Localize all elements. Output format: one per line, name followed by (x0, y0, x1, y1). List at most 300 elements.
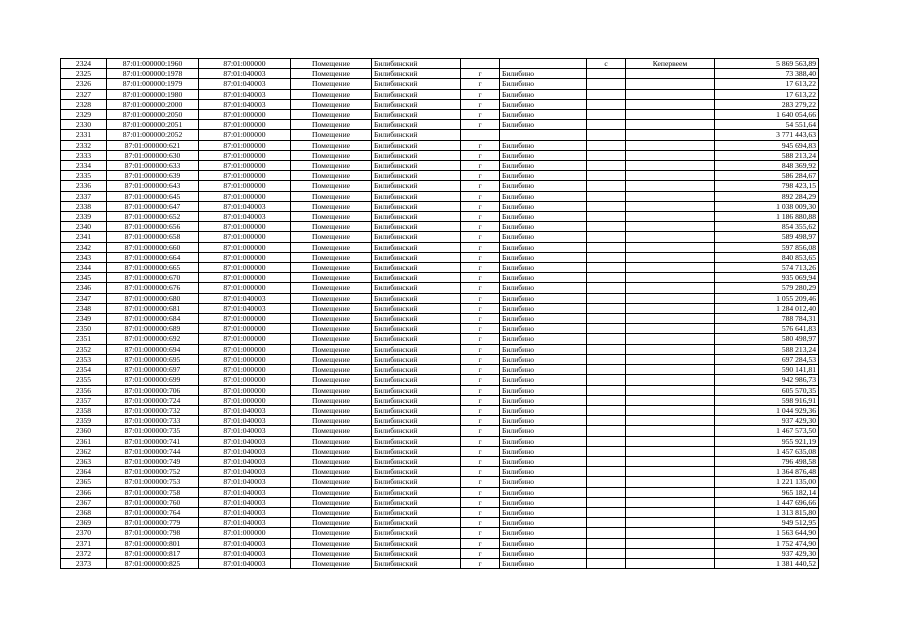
settlement-name-cell: Билибино (500, 181, 587, 191)
locality-type-cell (587, 161, 626, 171)
table-row (61, 324, 819, 334)
object-type-cell: Помещение (291, 89, 372, 99)
locality-name-cell (626, 497, 715, 507)
locality-name-cell (626, 283, 715, 293)
quarter-number-cell: 87:01:040003 (199, 416, 291, 426)
cadastral-value-cell: 1 563 644,90 (715, 528, 819, 538)
district-cell: Билибинский (372, 161, 461, 171)
object-type-cell: Помещение (291, 263, 372, 273)
cadastral-value-cell: 840 853,65 (715, 252, 819, 262)
row-number-cell: 2344 (61, 263, 107, 273)
cadastral-value-cell: 892 284,29 (715, 191, 819, 201)
quarter-number-cell: 87:01:040003 (199, 436, 291, 446)
row-number-cell: 2361 (61, 436, 107, 446)
cadastral-number-cell: 87:01:000000:1979 (107, 79, 199, 89)
table-row (61, 59, 819, 69)
district-cell: Билибинский (372, 548, 461, 558)
table-row (61, 507, 819, 517)
settlement-name-cell: Билибино (500, 416, 587, 426)
locality-type-cell: с (587, 59, 626, 69)
settlement-type-cell: г (461, 385, 500, 395)
district-cell: Билибинский (372, 140, 461, 150)
row-number-cell: 2343 (61, 252, 107, 262)
table-row (61, 528, 819, 538)
row-number-cell: 2355 (61, 375, 107, 385)
object-type-cell: Помещение (291, 232, 372, 242)
table-row (61, 436, 819, 446)
object-type-cell: Помещение (291, 303, 372, 313)
cadastral-number-cell: 87:01:000000:753 (107, 477, 199, 487)
locality-name-cell (626, 324, 715, 334)
cadastral-value-cell: 1 044 929,36 (715, 405, 819, 415)
settlement-name-cell: Билибино (500, 201, 587, 211)
cadastral-value-cell: 588 213,24 (715, 150, 819, 160)
district-cell: Билибинский (372, 212, 461, 222)
object-type-cell: Помещение (291, 385, 372, 395)
cadastral-value-cell: 949 512,95 (715, 518, 819, 528)
locality-name-cell (626, 405, 715, 415)
cadastral-number-cell: 87:01:000000:801 (107, 538, 199, 548)
cadastral-value-cell: 942 986,73 (715, 375, 819, 385)
quarter-number-cell: 87:01:000000 (199, 365, 291, 375)
cadastral-value-cell: 1 055 209,46 (715, 293, 819, 303)
locality-type-cell (587, 242, 626, 252)
row-number-cell: 2330 (61, 120, 107, 130)
object-type-cell: Помещение (291, 242, 372, 252)
locality-type-cell (587, 222, 626, 232)
row-number-cell: 2364 (61, 467, 107, 477)
row-number-cell: 2371 (61, 538, 107, 548)
settlement-type-cell: г (461, 558, 500, 568)
row-number-cell: 2365 (61, 477, 107, 487)
quarter-number-cell: 87:01:040003 (199, 201, 291, 211)
settlement-name-cell: Билибино (500, 191, 587, 201)
settlement-type-cell: г (461, 467, 500, 477)
quarter-number-cell: 87:01:040003 (199, 558, 291, 568)
locality-name-cell (626, 344, 715, 354)
object-type-cell: Помещение (291, 395, 372, 405)
district-cell: Билибинский (372, 446, 461, 456)
cadastral-value-cell: 1 186 880,88 (715, 212, 819, 222)
district-cell: Билибинский (372, 426, 461, 436)
settlement-type-cell: г (461, 181, 500, 191)
table-row (61, 426, 819, 436)
locality-type-cell (587, 487, 626, 497)
locality-type-cell (587, 405, 626, 415)
locality-type-cell (587, 293, 626, 303)
object-type-cell: Помещение (291, 467, 372, 477)
locality-type-cell (587, 507, 626, 517)
table-row (61, 161, 819, 171)
settlement-name-cell: Билибино (500, 334, 587, 344)
table-row (61, 538, 819, 548)
district-cell: Билибинский (372, 314, 461, 324)
district-cell: Билибинский (372, 385, 461, 395)
locality-type-cell (587, 212, 626, 222)
locality-name-cell (626, 191, 715, 201)
quarter-number-cell: 87:01:000000 (199, 191, 291, 201)
cadastral-number-cell: 87:01:000000:689 (107, 324, 199, 334)
locality-name-cell (626, 558, 715, 568)
settlement-name-cell: Билибино (500, 395, 587, 405)
settlement-type-cell: г (461, 344, 500, 354)
row-number-cell: 2367 (61, 497, 107, 507)
locality-name-cell (626, 518, 715, 528)
locality-type-cell (587, 140, 626, 150)
row-number-cell: 2358 (61, 405, 107, 415)
cadastral-value-cell: 848 369,92 (715, 161, 819, 171)
table-row (61, 487, 819, 497)
quarter-number-cell: 87:01:000000 (199, 59, 291, 69)
quarter-number-cell: 87:01:000000 (199, 171, 291, 181)
quarter-number-cell: 87:01:000000 (199, 344, 291, 354)
settlement-type-cell: г (461, 395, 500, 405)
district-cell: Билибинский (372, 538, 461, 548)
district-cell: Билибинский (372, 273, 461, 283)
object-type-cell: Помещение (291, 140, 372, 150)
cadastral-value-cell: 937 429,30 (715, 416, 819, 426)
settlement-type-cell: г (461, 273, 500, 283)
object-type-cell: Помещение (291, 518, 372, 528)
locality-name-cell (626, 242, 715, 252)
row-number-cell: 2372 (61, 548, 107, 558)
cadastral-value-cell: 576 641,83 (715, 324, 819, 334)
locality-type-cell (587, 171, 626, 181)
settlement-name-cell: Билибино (500, 497, 587, 507)
settlement-name-cell: Билибино (500, 110, 587, 120)
cadastral-number-cell: 87:01:000000:758 (107, 487, 199, 497)
object-type-cell: Помещение (291, 99, 372, 109)
locality-name-cell (626, 120, 715, 130)
row-number-cell: 2348 (61, 303, 107, 313)
locality-name-cell (626, 334, 715, 344)
row-number-cell: 2368 (61, 507, 107, 517)
cadastral-number-cell: 87:01:000000:724 (107, 395, 199, 405)
object-type-cell: Помещение (291, 161, 372, 171)
cadastral-number-cell: 87:01:000000:2051 (107, 120, 199, 130)
settlement-name-cell: Билибино (500, 69, 587, 79)
quarter-number-cell: 87:01:040003 (199, 467, 291, 477)
cadastral-value-cell: 3 771 443,63 (715, 130, 819, 140)
settlement-name-cell: Билибино (500, 324, 587, 334)
locality-type-cell (587, 538, 626, 548)
district-cell: Билибинский (372, 456, 461, 466)
table-row (61, 446, 819, 456)
settlement-name-cell: Билибино (500, 446, 587, 456)
settlement-name-cell: Билибино (500, 375, 587, 385)
locality-type-cell (587, 344, 626, 354)
locality-name-cell (626, 446, 715, 456)
district-cell: Билибинский (372, 344, 461, 354)
settlement-name-cell: Билибино (500, 303, 587, 313)
cadastral-number-cell: 87:01:000000:732 (107, 405, 199, 415)
table-row (61, 150, 819, 160)
locality-type-cell (587, 375, 626, 385)
district-cell: Билибинский (372, 558, 461, 568)
locality-type-cell (587, 395, 626, 405)
settlement-name-cell: Билибино (500, 385, 587, 395)
settlement-type-cell: г (461, 507, 500, 517)
cadastral-number-cell: 87:01:000000:670 (107, 273, 199, 283)
registry-table (60, 58, 819, 569)
row-number-cell: 2350 (61, 324, 107, 334)
settlement-name-cell: Билибино (500, 263, 587, 273)
cadastral-value-cell: 935 069,94 (715, 273, 819, 283)
cadastral-value-cell: 788 784,31 (715, 314, 819, 324)
cadastral-number-cell: 87:01:000000:735 (107, 426, 199, 436)
settlement-name-cell: Билибино (500, 507, 587, 517)
locality-type-cell (587, 232, 626, 242)
settlement-name-cell: Билибино (500, 487, 587, 497)
locality-type-cell (587, 110, 626, 120)
locality-type-cell (587, 426, 626, 436)
cadastral-value-cell: 588 213,24 (715, 344, 819, 354)
table-row (61, 375, 819, 385)
cadastral-value-cell: 17 613,22 (715, 89, 819, 99)
locality-type-cell (587, 558, 626, 568)
table-row (61, 416, 819, 426)
locality-name-cell (626, 222, 715, 232)
settlement-name-cell: Билибино (500, 365, 587, 375)
table-row (61, 477, 819, 487)
quarter-number-cell: 87:01:000000 (199, 222, 291, 232)
row-number-cell: 2327 (61, 89, 107, 99)
registry-table-body (61, 59, 819, 569)
object-type-cell: Помещение (291, 171, 372, 181)
row-number-cell: 2354 (61, 365, 107, 375)
row-number-cell: 2359 (61, 416, 107, 426)
locality-type-cell (587, 548, 626, 558)
settlement-name-cell: Билибино (500, 405, 587, 415)
quarter-number-cell: 87:01:040003 (199, 548, 291, 558)
row-number-cell: 2338 (61, 201, 107, 211)
settlement-type-cell: г (461, 69, 500, 79)
settlement-name-cell: Билибино (500, 242, 587, 252)
settlement-name-cell: Билибино (500, 171, 587, 181)
district-cell: Билибинский (372, 232, 461, 242)
settlement-type-cell: г (461, 293, 500, 303)
settlement-type-cell: г (461, 416, 500, 426)
district-cell: Билибинский (372, 130, 461, 140)
locality-type-cell (587, 528, 626, 538)
quarter-number-cell: 87:01:040003 (199, 69, 291, 79)
locality-name-cell (626, 140, 715, 150)
settlement-type-cell: г (461, 436, 500, 446)
locality-name-cell (626, 548, 715, 558)
object-type-cell: Помещение (291, 375, 372, 385)
quarter-number-cell: 87:01:000000 (199, 314, 291, 324)
quarter-number-cell: 87:01:000000 (199, 273, 291, 283)
object-type-cell: Помещение (291, 507, 372, 517)
row-number-cell: 2333 (61, 150, 107, 160)
locality-name-cell (626, 130, 715, 140)
locality-name-cell (626, 477, 715, 487)
cadastral-value-cell: 1 284 012,40 (715, 303, 819, 313)
cadastral-number-cell: 87:01:000000:692 (107, 334, 199, 344)
row-number-cell: 2346 (61, 283, 107, 293)
locality-type-cell (587, 416, 626, 426)
cadastral-value-cell: 17 613,22 (715, 79, 819, 89)
settlement-name-cell: Билибино (500, 273, 587, 283)
locality-type-cell (587, 314, 626, 324)
table-row (61, 242, 819, 252)
district-cell: Билибинский (372, 436, 461, 446)
settlement-name-cell: Билибино (500, 232, 587, 242)
district-cell: Билибинский (372, 110, 461, 120)
settlement-type-cell: г (461, 120, 500, 130)
cadastral-value-cell: 1 313 815,80 (715, 507, 819, 517)
district-cell: Билибинский (372, 252, 461, 262)
district-cell: Билибинский (372, 181, 461, 191)
row-number-cell: 2347 (61, 293, 107, 303)
cadastral-number-cell: 87:01:000000:760 (107, 497, 199, 507)
locality-type-cell (587, 69, 626, 79)
object-type-cell: Помещение (291, 334, 372, 344)
quarter-number-cell: 87:01:040003 (199, 303, 291, 313)
locality-name-cell (626, 507, 715, 517)
object-type-cell: Помещение (291, 456, 372, 466)
locality-name-cell: Кепервеем (626, 59, 715, 69)
settlement-type-cell (461, 130, 500, 140)
table-row (61, 558, 819, 568)
district-cell: Билибинский (372, 150, 461, 160)
locality-name-cell (626, 467, 715, 477)
locality-name-cell (626, 528, 715, 538)
settlement-name-cell: Билибино (500, 222, 587, 232)
locality-name-cell (626, 263, 715, 273)
settlement-type-cell: г (461, 140, 500, 150)
locality-name-cell (626, 110, 715, 120)
cadastral-number-cell: 87:01:000000:744 (107, 446, 199, 456)
cadastral-number-cell: 87:01:000000:639 (107, 171, 199, 181)
table-row (61, 120, 819, 130)
quarter-number-cell: 87:01:040003 (199, 89, 291, 99)
cadastral-value-cell: 854 355,62 (715, 222, 819, 232)
cadastral-value-cell: 1 457 635,08 (715, 446, 819, 456)
object-type-cell: Помещение (291, 201, 372, 211)
object-type-cell: Помещение (291, 283, 372, 293)
settlement-name-cell: Билибино (500, 477, 587, 487)
settlement-name-cell (500, 130, 587, 140)
district-cell: Билибинский (372, 324, 461, 334)
settlement-type-cell: г (461, 99, 500, 109)
row-number-cell: 2324 (61, 59, 107, 69)
table-row (61, 385, 819, 395)
cadastral-number-cell: 87:01:000000:1980 (107, 89, 199, 99)
object-type-cell: Помещение (291, 293, 372, 303)
district-cell: Билибинский (372, 365, 461, 375)
quarter-number-cell: 87:01:000000 (199, 528, 291, 538)
locality-name-cell (626, 395, 715, 405)
district-cell: Билибинский (372, 79, 461, 89)
cadastral-value-cell: 589 498,97 (715, 232, 819, 242)
object-type-cell: Помещение (291, 416, 372, 426)
settlement-type-cell: г (461, 487, 500, 497)
settlement-name-cell: Билибино (500, 456, 587, 466)
district-cell: Билибинский (372, 518, 461, 528)
locality-type-cell (587, 201, 626, 211)
locality-type-cell (587, 130, 626, 140)
object-type-cell: Помещение (291, 212, 372, 222)
cadastral-value-cell: 937 429,30 (715, 548, 819, 558)
cadastral-number-cell: 87:01:000000:694 (107, 344, 199, 354)
locality-type-cell (587, 263, 626, 273)
district-cell: Билибинский (372, 477, 461, 487)
table-row (61, 395, 819, 405)
cadastral-number-cell: 87:01:000000:681 (107, 303, 199, 313)
locality-name-cell (626, 99, 715, 109)
cadastral-number-cell: 87:01:000000:630 (107, 150, 199, 160)
cadastral-value-cell: 697 284,53 (715, 354, 819, 364)
table-row (61, 232, 819, 242)
object-type-cell: Помещение (291, 538, 372, 548)
cadastral-number-cell: 87:01:000000:817 (107, 548, 199, 558)
locality-type-cell (587, 181, 626, 191)
settlement-name-cell: Билибино (500, 558, 587, 568)
quarter-number-cell: 87:01:000000 (199, 110, 291, 120)
settlement-type-cell: г (461, 242, 500, 252)
locality-name-cell (626, 538, 715, 548)
cadastral-number-cell: 87:01:000000:684 (107, 314, 199, 324)
settlement-type-cell: г (461, 171, 500, 181)
row-number-cell: 2362 (61, 446, 107, 456)
quarter-number-cell: 87:01:040003 (199, 456, 291, 466)
table-row (61, 303, 819, 313)
object-type-cell: Помещение (291, 69, 372, 79)
settlement-name-cell: Билибино (500, 436, 587, 446)
object-type-cell: Помещение (291, 426, 372, 436)
district-cell: Билибинский (372, 171, 461, 181)
cadastral-number-cell: 87:01:000000:752 (107, 467, 199, 477)
object-type-cell: Помещение (291, 365, 372, 375)
object-type-cell: Помещение (291, 273, 372, 283)
locality-type-cell (587, 456, 626, 466)
district-cell: Билибинский (372, 120, 461, 130)
object-type-cell: Помещение (291, 324, 372, 334)
locality-type-cell (587, 303, 626, 313)
cadastral-number-cell: 87:01:000000:695 (107, 354, 199, 364)
locality-name-cell (626, 171, 715, 181)
settlement-name-cell: Билибино (500, 426, 587, 436)
row-number-cell: 2334 (61, 161, 107, 171)
settlement-name-cell: Билибино (500, 538, 587, 548)
quarter-number-cell: 87:01:040003 (199, 99, 291, 109)
cadastral-number-cell: 87:01:000000:676 (107, 283, 199, 293)
object-type-cell: Помещение (291, 110, 372, 120)
district-cell: Билибинский (372, 293, 461, 303)
row-number-cell: 2366 (61, 487, 107, 497)
table-row (61, 99, 819, 109)
table-row (61, 314, 819, 324)
quarter-number-cell: 87:01:040003 (199, 426, 291, 436)
cadastral-number-cell: 87:01:000000:733 (107, 416, 199, 426)
district-cell: Билибинский (372, 242, 461, 252)
district-cell: Билибинский (372, 487, 461, 497)
locality-type-cell (587, 334, 626, 344)
cadastral-number-cell: 87:01:000000:665 (107, 263, 199, 273)
settlement-name-cell: Билибино (500, 293, 587, 303)
cadastral-number-cell: 87:01:000000:652 (107, 212, 199, 222)
row-number-cell: 2370 (61, 528, 107, 538)
locality-type-cell (587, 518, 626, 528)
table-row (61, 130, 819, 140)
district-cell: Билибинский (372, 375, 461, 385)
cadastral-number-cell: 87:01:000000:2000 (107, 99, 199, 109)
cadastral-value-cell: 1 640 054,66 (715, 110, 819, 120)
settlement-type-cell: г (461, 446, 500, 456)
settlement-name-cell: Билибино (500, 283, 587, 293)
cadastral-value-cell: 605 570,35 (715, 385, 819, 395)
